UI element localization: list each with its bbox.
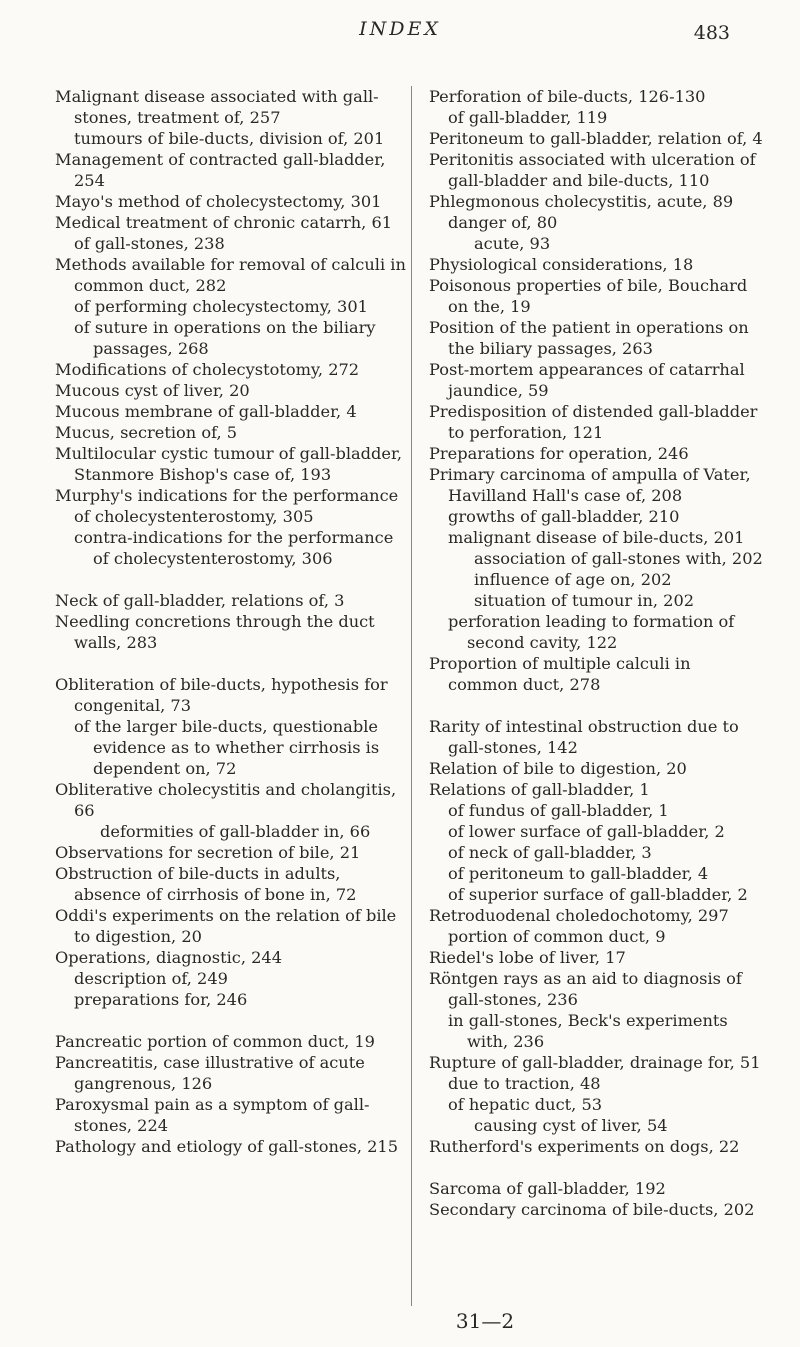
index-subentry: of neck of gall-bladder, 3 — [448, 843, 652, 862]
index-entry: Peritonitis associated with ulceration of gall-bladder and bile-ducts, 110 — [429, 150, 756, 190]
index-subentry: of gall-bladder, 119 — [448, 108, 608, 127]
index-subentry: malignant disease of bile-ducts, 201 — [448, 528, 745, 547]
index-entry: Operations, diagnostic, 244 — [55, 948, 283, 967]
index-entry: Multilocular cystic tumour of gall-bladder, Stanmore Bishop's case of, 193 — [55, 444, 403, 484]
index-subentry: due to traction, 48 — [448, 1074, 601, 1093]
signature-mark: 31—2 — [455, 1309, 515, 1333]
index-subentry: of peritoneum to gall-bladder, 4 — [448, 864, 709, 883]
index-entry: Needling concretions through the duct walls, 283 — [55, 612, 375, 652]
index-subentry: of suture in operations on the biliary passages, 268 — [74, 318, 376, 358]
letter-gap — [55, 1010, 411, 1031]
index-entry: Rutherford's experiments on dogs, 22 — [429, 1137, 740, 1156]
index-subentry: growths of gall-bladder, 210 — [448, 507, 680, 526]
index-subentry: association of gall-stones with, 202 — [474, 549, 763, 568]
index-entry: Rarity of intestinal obstruction due to gall-stones, 142 — [429, 717, 739, 757]
index-entry: Oddi's experiments on the relation of bile to digestion, 20 — [55, 906, 397, 946]
index-subentry: contra-indications for the performance of cholecystenterostomy, 306 — [74, 528, 394, 568]
letter-gap — [55, 569, 411, 590]
index-subentry: of the larger bile-ducts, questionable evidence as to whether cirrhosis is dependent on, 72 — [74, 717, 380, 778]
index-entry: Neck of gall-bladder, relations of, 3 — [55, 591, 345, 610]
index-entry: Physiological considerations, 18 — [429, 255, 694, 274]
index-entry: Position of the patient in operations on the biliary passages, 263 — [429, 318, 749, 358]
index-entry: Obstruction of bile-ducts in adults, absence of cirrhosis of bone in, 72 — [55, 864, 357, 904]
index-entry: Sarcoma of gall-bladder, 192 — [429, 1179, 666, 1198]
letter-gap — [429, 1157, 764, 1178]
index-entry: Pancreatitis, case illustrative of acute gangrenous, 126 — [55, 1053, 365, 1093]
index-subentry: of performing cholecystectomy, 301 — [74, 297, 368, 316]
index-subentry: danger of, 80 — [448, 213, 558, 232]
index-entry: Obliterative cholecystitis and cholangitis, 66 — [55, 780, 397, 820]
index-entry: Mucous cyst of liver, 20 — [55, 381, 250, 400]
index-entry: Proportion of multiple calculi in common duct, 278 — [429, 654, 691, 694]
page-header — [0, 16, 800, 56]
column-divider — [411, 86, 412, 1306]
index-subentry: deformities of gall-bladder in, 66 — [100, 822, 371, 841]
page-number: 483 — [693, 22, 730, 44]
index-entry: Modifications of cholecystotomy, 272 — [55, 360, 360, 379]
letter-gap — [55, 653, 411, 674]
index-subentry: of fundus of gall-bladder, 1 — [448, 801, 669, 820]
index-subentry: of superior surface of gall-bladder, 2 — [448, 885, 748, 904]
index-entry: Predisposition of distended gall-bladder to perforation, 121 — [429, 402, 758, 442]
index-entry: Pancreatic portion of common duct, 19 — [55, 1032, 375, 1051]
index-subentry: causing cyst of liver, 54 — [474, 1116, 668, 1135]
index-subentry: tumours of bile-ducts, division of, 201 — [74, 129, 385, 148]
index-entry: Riedel's lobe of liver, 17 — [429, 948, 626, 967]
index-entry: Obliteration of bile-ducts, hypothesis for congenital, 73 — [55, 675, 388, 715]
running-title: INDEX — [359, 18, 441, 40]
index-entry: Medical treatment of chronic catarrh, 61 — [55, 213, 393, 232]
index-column-left — [55, 86, 411, 1157]
index-entry: Mayo's method of cholecystectomy, 301 — [55, 192, 382, 211]
index-entry: Rupture of gall-bladder, drainage for, 51 — [429, 1053, 761, 1072]
index-entry: Malignant disease associated with gall-stones, treatment of, 257 — [55, 87, 379, 127]
index-entry: Retroduodenal choledochotomy, 297 — [429, 906, 729, 925]
index-entry: Mucous membrane of gall-bladder, 4 — [55, 402, 357, 421]
index-subentry: of hepatic duct, 53 — [448, 1095, 603, 1114]
index-entry: Observations for secretion of bile, 21 — [55, 843, 361, 862]
index-subentry: preparations for, 246 — [74, 990, 248, 1009]
index-subentry: of gall-stones, 238 — [74, 234, 225, 253]
index-entry: Paroxysmal pain as a symptom of gall-stones, 224 — [55, 1095, 370, 1135]
index-entry: Perforation of bile-ducts, 126-130 — [429, 87, 706, 106]
index-column-right — [429, 86, 764, 1220]
index-entry: Management of contracted gall-bladder, 254 — [55, 150, 386, 190]
index-subentry: situation of tumour in, 202 — [474, 591, 695, 610]
index-entry: Poisonous properties of bile, Bouchard on the, 19 — [429, 276, 748, 316]
index-entry: Pathology and etiology of gall-stones, 215 — [55, 1137, 399, 1156]
index-entry: Relation of bile to digestion, 20 — [429, 759, 687, 778]
index-entry: Murphy's indications for the performance of cholecystenterostomy, 305 — [55, 486, 399, 526]
index-entry: Secondary carcinoma of bile-ducts, 202 — [429, 1200, 755, 1219]
index-subentry: perforation leading to formation of second cavity, 122 — [448, 612, 735, 652]
index-entry: Post-mortem appearances of catarrhal jaundice, 59 — [429, 360, 745, 400]
index-entry: Primary carcinoma of ampulla of Vater, Havilland Hall's case of, 208 — [429, 465, 751, 505]
index-subentry: description of, 249 — [74, 969, 228, 988]
index-entry: Röntgen rays as an aid to diagnosis of gall-stones, 236 — [429, 969, 742, 1009]
index-entry: Phlegmonous cholecystitis, acute, 89 — [429, 192, 734, 211]
index-subentry: of lower surface of gall-bladder, 2 — [448, 822, 725, 841]
index-entry: Methods available for removal of calculi in common duct, 282 — [55, 255, 406, 295]
index-entry: Mucus, secretion of, 5 — [55, 423, 238, 442]
index-subentry: in gall-stones, Beck's experiments with, 236 — [448, 1011, 728, 1051]
index-entry: Preparations for operation, 246 — [429, 444, 689, 463]
index-entry: Peritoneum to gall-bladder, relation of, 4 — [429, 129, 763, 148]
index-entry: Relations of gall-bladder, 1 — [429, 780, 650, 799]
index-subentry: acute, 93 — [474, 234, 551, 253]
letter-gap — [429, 695, 764, 716]
index-subentry: influence of age on, 202 — [474, 570, 672, 589]
index-subentry: portion of common duct, 9 — [448, 927, 666, 946]
